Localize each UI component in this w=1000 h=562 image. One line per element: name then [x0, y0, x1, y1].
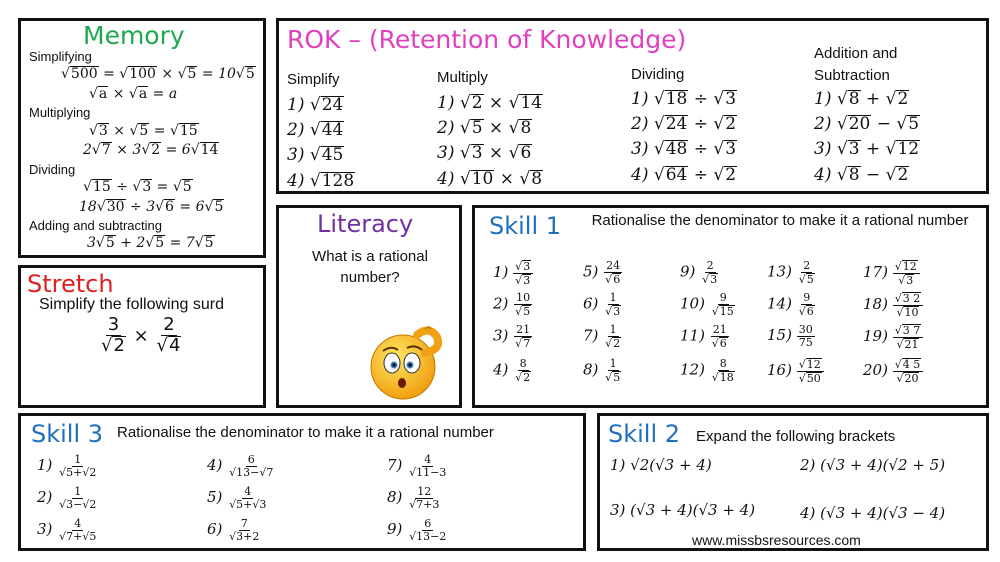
- skill1-item: 18) $\frac{√3 2}{√10}$: [863, 292, 923, 318]
- skill1-item: 7) $\frac{1}{√2}$: [583, 323, 621, 350]
- rok-addsub-item: 1) √8 + √2: [814, 89, 909, 109]
- rok-divide-item: 2) √24 ÷ √2: [631, 114, 737, 134]
- rok-multiply-item: 1) √2 × √14: [437, 93, 543, 113]
- addsub-label-2: Subtraction: [814, 67, 890, 84]
- rok-divide-item: 3) √48 ÷ √3: [631, 139, 737, 159]
- multiply-label: Multiply: [437, 69, 488, 86]
- skill2-instruction: Expand the following brackets: [696, 428, 896, 445]
- skill1-item: 16) $\frac{√12}{√50}$: [767, 358, 824, 384]
- skill1-instruction: Rationalise the denominator to make it a rational number: [591, 212, 969, 229]
- skill2-item-3: 3) (√3 + 4)(√3 + 4): [610, 501, 756, 519]
- skill1-item: 2) $\frac{10}{√5}$: [493, 291, 531, 318]
- memory-simplify-eq-2: √a × √a = a: [89, 86, 178, 102]
- skill2-item-4: 4) (√3 + 4)(√3 − 4): [800, 504, 946, 522]
- rok-multiply-item: 3) √3 × √6: [437, 143, 532, 163]
- literacy-panel: [276, 205, 462, 408]
- skill2-item-2: 2) (√3 + 4)(√2 + 5): [800, 456, 946, 474]
- simplify-label: Simplify: [287, 71, 340, 88]
- skill1-item: 17) $\frac{√12}{√3}$: [863, 260, 920, 286]
- adding-label: Adding and subtracting: [29, 218, 162, 233]
- rok-simplify-item: 2) √44: [287, 120, 344, 140]
- rok-simplify-item: 4) √128: [287, 171, 355, 191]
- skill3-title: Skill 3: [31, 420, 104, 448]
- rok-multiply-item: 4) √10 × √8: [437, 169, 543, 189]
- literacy-question: What is a rational number?: [312, 248, 428, 286]
- skill1-item: 19) $\frac{√3 7}{√21}$: [863, 324, 923, 350]
- rok-panel: [276, 18, 989, 194]
- memory-multiply-eq-2: 2√7 × 3√2 = 6√14: [83, 142, 219, 158]
- skill3-item: 5) $\frac{4}{√5+√3}$: [207, 485, 267, 511]
- stretch-title: Stretch: [27, 270, 114, 298]
- rok-simplify-item: 1) √24: [287, 95, 344, 115]
- simplifying-label: Simplifying: [29, 49, 92, 64]
- skill1-item: 3) $\frac{21}{√7}$: [493, 323, 531, 350]
- skill3-item: 4) $\frac{6}{√13-√7}$: [207, 453, 274, 479]
- rok-addsub-item: 2) √20 − √5: [814, 114, 920, 134]
- stretch-instruction: Simplify the following surd: [39, 296, 224, 313]
- skill1-item: 8) $\frac{1}{√5}$: [583, 357, 621, 384]
- stretch-expression: $\frac{3}{√2}$ × $\frac{2}{√4}$: [101, 314, 181, 356]
- skill3-item: 2) $\frac{1}{√3-√2}$: [37, 485, 97, 511]
- rok-multiply-item: 2) √5 × √8: [437, 118, 532, 138]
- stretch-panel: [18, 265, 266, 408]
- confused-face-icon: [367, 323, 447, 403]
- skill3-instruction: Rationalise the denominator to make it a rational number: [117, 424, 494, 441]
- memory-add-eq-1: 3√5 + 2√5 = 7√5: [87, 235, 214, 251]
- skill1-item: 9) $\frac{2}{√3}$: [680, 259, 718, 286]
- rok-dividing-label: Dividing: [631, 66, 685, 83]
- rok-simplify-item: 3) √45: [287, 145, 344, 165]
- skill1-item: 6) $\frac{1}{√3}$: [583, 291, 621, 318]
- memory-simplify-eq-1: √500 = √100 × √5 = 10√5: [61, 66, 255, 82]
- skill1-item: 14) $\frac{9}{√6}$: [767, 291, 814, 318]
- rok-divide-item: 4) √64 ÷ √2: [631, 165, 737, 185]
- skill3-item: 6) $\frac{7}{√3+2}$: [207, 517, 260, 543]
- memory-title: Memory: [83, 21, 185, 50]
- skill1-panel: [472, 205, 989, 408]
- addsub-label-1: Addition and: [814, 45, 898, 62]
- skill1-item: 1) $\frac{√3}{√3}$: [493, 260, 533, 286]
- rok-title: ROK – (Retention of Knowledge): [287, 25, 687, 54]
- rok-addsub-item: 4) √8 − √2: [814, 165, 909, 185]
- skill3-item: 3) $\frac{4}{√7+√5}$: [37, 517, 97, 543]
- skill3-item: 1) $\frac{1}{√5+√2}$: [37, 453, 97, 479]
- skill1-item: 20) $\frac{√4 5}{√20}$: [863, 358, 923, 384]
- skill3-item: 7) $\frac{4}{√11-3}$: [387, 453, 447, 479]
- skill1-title: Skill 1: [489, 212, 562, 240]
- memory-panel: [18, 18, 266, 258]
- multiplying-label: Multiplying: [29, 105, 91, 120]
- skill2-panel: [597, 413, 989, 551]
- skill1-item: 4) $\frac{8}{√2}$: [493, 357, 531, 384]
- literacy-title: Literacy: [317, 210, 414, 238]
- memory-divide-eq-2: 18√30 ÷ 3√6 = 6√5: [79, 199, 224, 215]
- skill1-item: 15) $\frac{30}{75}$: [767, 323, 813, 349]
- memory-divide-eq-1: √15 ÷ √3 = √5: [83, 179, 192, 195]
- rok-divide-item: 1) √18 ÷ √3: [631, 89, 737, 109]
- skill1-item: 13) $\frac{2}{√5}$: [767, 259, 814, 286]
- skill3-item: 8) $\frac{12}{√7+3}$: [387, 485, 440, 511]
- skill1-item: 5) $\frac{24}{√6}$: [583, 259, 621, 286]
- skill1-item: 11) $\frac{21}{√6}$: [680, 323, 727, 350]
- rok-addsub-item: 3) √3 + √12: [814, 139, 920, 159]
- skill2-title: Skill 2: [608, 420, 681, 448]
- skill2-item-1: 1) √2(√3 + 4): [610, 456, 712, 474]
- memory-multiply-eq-1: √3 × √5 = √15: [89, 123, 198, 139]
- skill3-item: 9) $\frac{6}{√13-2}$: [387, 517, 447, 543]
- skill3-panel: [18, 413, 586, 551]
- skill1-item: 10) $\frac{9}{√15}$: [680, 291, 734, 318]
- dividing-label: Dividing: [29, 162, 76, 177]
- skill1-item: 12) $\frac{8}{√18}$: [680, 357, 734, 384]
- website-link[interactable]: www.missbsresources.com: [692, 532, 861, 548]
